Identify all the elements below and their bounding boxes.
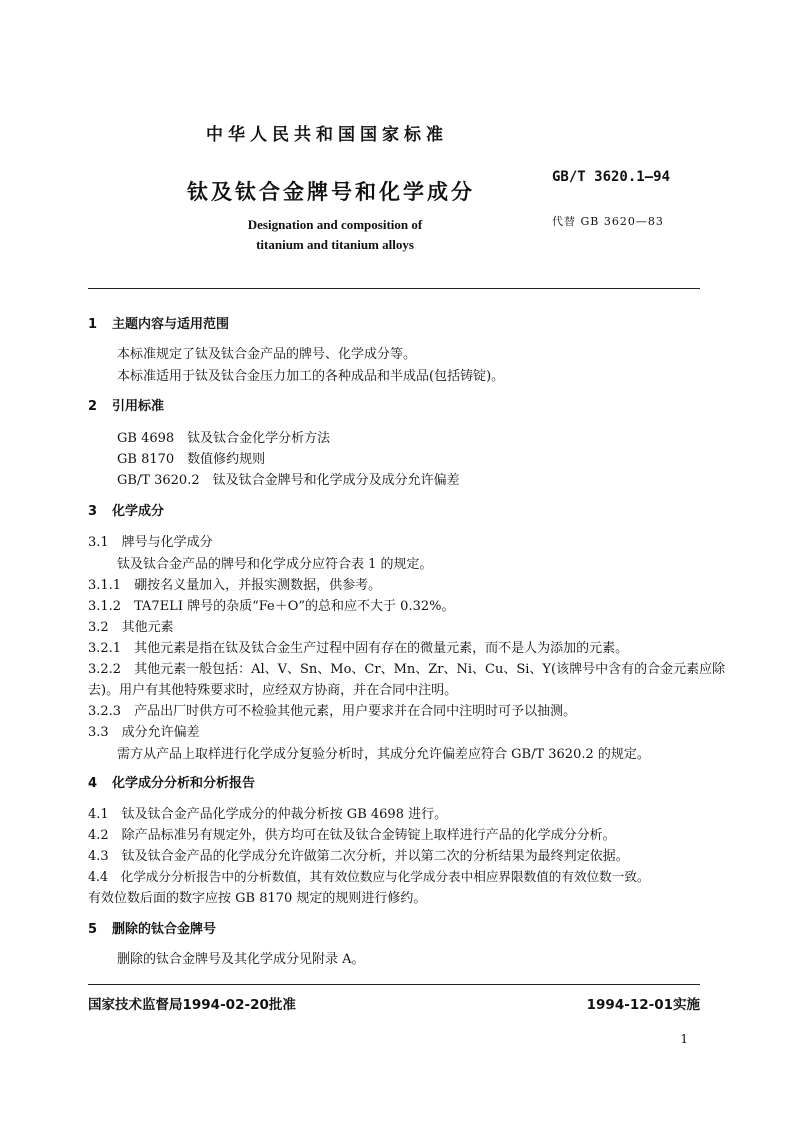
section-5-heading	[88, 918, 216, 937]
clause-3-3-text: 需方从产品上取样进行化学成分复验分析时，其成分允许偏差应符合 GB/T 3620.2 的规定。	[117, 747, 650, 762]
clause-4-4-line2: 有效位数后面的数字应按 GB 8170 规定的规则进行修约。	[88, 891, 427, 906]
section-title: 删除的钛合金牌号	[112, 922, 217, 937]
section-number: 1	[88, 317, 98, 332]
clause-3-2-1: 3.2.1 其他元素是指在钛及钛合金生产过程中固有存在的微量元素，而不是人为添加的元素。	[88, 641, 629, 656]
section-title: 主题内容与适用范围	[112, 317, 230, 332]
clause-3-2-2-line1: 3.2.2 其他元素一般包括：Al、V、Sn、Mo、Cr、Mn、Zr、Ni、Cu、Si、Y(该牌号中含有的合金元素应除	[88, 662, 726, 677]
clause-3-2-2-line2: 去)。用户有其他特殊要求时，应经双方协商，并在合同中注明。	[88, 683, 458, 698]
clause-3-3: 3.3 成分允许偏差	[88, 725, 200, 740]
clause-3-1-text: 钛及钛合金产品的牌号和化学成分应符合表 1 的规定。	[117, 557, 433, 572]
issue-date: 国家技术监督局1994-02-20批准	[88, 997, 296, 1013]
clause-3-1-2: 3.1.2 TA7ELI 牌号的杂质“Fe＋O”的总和应不大于 0.32%。	[88, 599, 455, 614]
section-number: 2	[88, 399, 98, 414]
english-title-line1: Designation and composition of	[247, 217, 423, 232]
section-number: 5	[88, 922, 98, 937]
english-title-line2: titanium and titanium alloys	[256, 237, 414, 252]
reference-gbt3620-2: GB/T 3620.2 钛及钛合金牌号和化学成分及成分允许偏差	[117, 473, 460, 488]
section-2-heading	[88, 395, 164, 414]
standard-number: GB/T 3620.1—94	[552, 169, 671, 185]
clause-4-2: 4.2 除产品标准另有规定外，供方均可在钛及钛合金铸锭上取样进行产品的化学成分分析。	[88, 828, 616, 843]
section-3-heading	[88, 500, 164, 519]
section-4-heading	[88, 772, 255, 791]
effective-date: 1994-12-01实施	[586, 997, 700, 1013]
section-1-paragraph-2: 本标准适用于钛及钛合金压力加工的各种成品和半成品(包括铸锭)。	[117, 369, 505, 384]
clause-3-2: 3.2 其他元素	[88, 620, 174, 635]
section-1-heading	[88, 313, 229, 332]
section-number: 4	[88, 776, 98, 791]
clause-4-3: 4.3 钛及钛合金产品的化学成分允许做第二次分析，并以第二次的分析结果为最终判定依据。	[88, 849, 629, 864]
section-title: 化学成分	[112, 504, 165, 519]
section-number: 3	[88, 504, 98, 519]
clause-4-1: 4.1 钛及钛合金产品化学成分的仲裁分析按 GB 4698 进行。	[88, 807, 448, 822]
replaces-standard: 代替 GB 3620—83	[552, 215, 664, 228]
reference-gb8170: GB 8170 数值修约规则	[117, 452, 266, 467]
country-standard-heading: 中华人民共和国国家标准	[206, 125, 448, 145]
clause-3-1: 3.1 牌号与化学成分	[88, 535, 213, 550]
clause-4-4-line1: 4.4 化学成分分析报告中的分析数值，其有效位数应与化学成分表中相应界限数值的有效位数一致。	[88, 869, 650, 884]
section-1-paragraph-1: 本标准规定了钛及钛合金产品的牌号、化学成分等。	[117, 347, 417, 362]
section-title: 化学成分分析和分析报告	[112, 776, 256, 791]
document-title: 钛及钛合金牌号和化学成分	[187, 180, 475, 204]
page-number: 1	[680, 1032, 688, 1046]
header-divider	[88, 288, 700, 289]
clause-3-2-3: 3.2.3 产品出厂时供方可不检验其他元素，用户要求并在合同中注明时可予以抽测。	[88, 704, 577, 719]
reference-gb4698: GB 4698 钛及钛合金化学分析方法	[117, 431, 331, 446]
clause-3-1-1: 3.1.1 硼按名义量加入，并报实测数据，供参考。	[88, 578, 382, 593]
section-5-paragraph: 删除的钛合金牌号及其化学成分见附录 A。	[117, 952, 365, 967]
section-title: 引用标准	[112, 399, 165, 414]
footer-divider	[88, 984, 700, 985]
